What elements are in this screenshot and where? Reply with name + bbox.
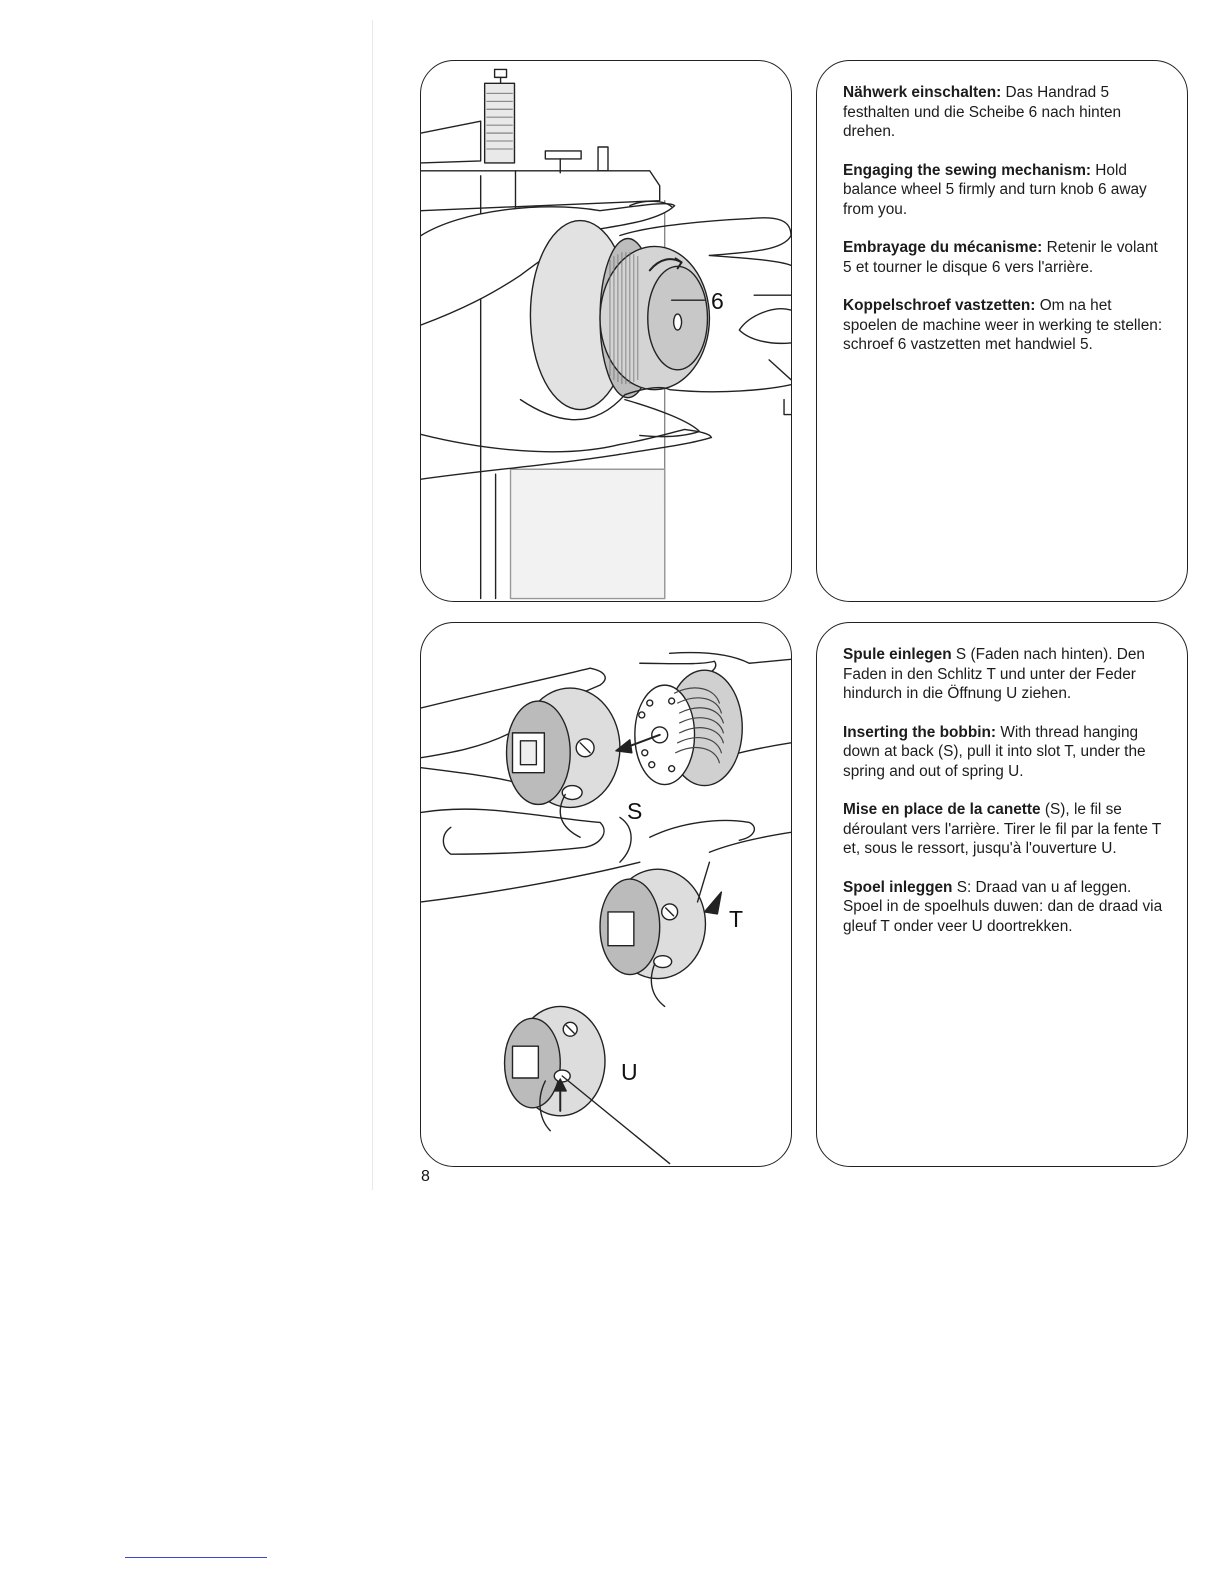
heading-french: Mise en place de la canette — [843, 801, 1041, 818]
illustration-engaging-mechanism — [420, 60, 792, 602]
text-panel-engaging-mechanism — [816, 60, 1188, 602]
heading-german: Nähwerk einschalten: — [843, 84, 1002, 101]
heading-english: Engaging the sewing mechanism: — [843, 161, 1092, 179]
margin-rule — [372, 20, 373, 1190]
body-german: S (Faden nach hinten). Den Faden in den Schlitz T und unter der Feder hindurch in die Öffnung U ziehen. — [843, 646, 1145, 702]
heading-dutch: Koppelschroef vastzetten: — [843, 297, 1036, 314]
label-u: U — [621, 1059, 638, 1085]
body-german: Das Handrad 5 festhalten und die Scheibe 6 nach hinten drehen. — [843, 84, 1122, 140]
page-number: 8 — [421, 1168, 430, 1185]
heading-english: Inserting the bobbin: — [843, 723, 997, 741]
paragraph-english — [843, 723, 1169, 782]
paragraph-french — [843, 238, 1169, 277]
body-dutch: S: Draad van u af leggen. Spoel in de spoelhuls duwen: dan de draad via gleuf T onder veer U doortrekken. — [843, 878, 1163, 935]
text-panel-inserting-bobbin — [816, 622, 1188, 1167]
paragraph-dutch — [843, 878, 1169, 937]
body-english: Hold balance wheel 5 firmly and turn knob 6 away from you. — [843, 161, 1147, 218]
paragraph-german — [843, 83, 1169, 142]
illustration-inserting-bobbin — [420, 622, 792, 1167]
knob-6-label: 6 — [711, 288, 724, 314]
body-english: With thread hanging down at back (S), pull it into slot T, under the spring and out of spring U. — [843, 723, 1146, 780]
label-t: T — [729, 906, 744, 932]
hands-turning-knob-drawing — [421, 61, 791, 601]
body-french: (S), le fil se déroulant vers l'arrière. Tirer le fil par la fente T et, sous le ressort, jusqu'à l'ouverture U. — [843, 801, 1162, 857]
paragraph-german — [843, 645, 1169, 704]
body-dutch: Om na het spoelen de machine weer in werking te stellen: schroef 6 vastzetten met handwiel 5. — [843, 297, 1163, 353]
paragraph-dutch — [843, 296, 1169, 355]
instructions-engaging-mechanism — [843, 83, 1169, 374]
bobbin-case-drawing — [421, 623, 791, 1166]
heading-french: Embrayage du mécanisme: — [843, 239, 1043, 256]
heading-german: Spule einlegen — [843, 646, 952, 663]
instructions-inserting-bobbin — [843, 645, 1169, 955]
footnote-rule — [125, 1557, 267, 1558]
paragraph-french — [843, 800, 1169, 859]
label-s: S — [627, 798, 643, 824]
body-french: Retenir le volant 5 et tourner le disque 6 vers l'arrière. — [843, 239, 1158, 276]
heading-dutch: Spoel inleggen — [843, 878, 953, 896]
paragraph-english — [843, 161, 1169, 220]
